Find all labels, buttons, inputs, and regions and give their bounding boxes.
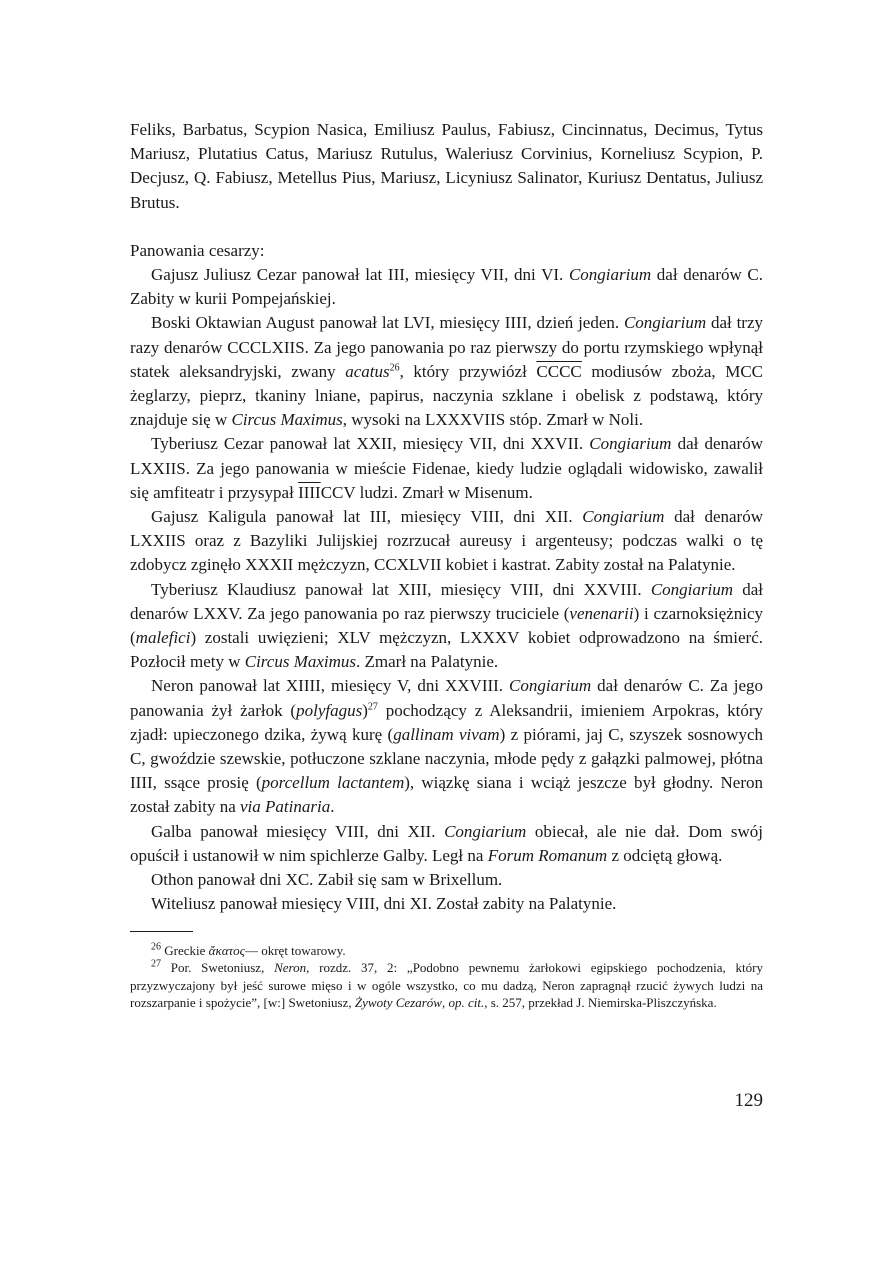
paragraph-tiberius: Tyberiusz Cezar panował lat XXII, miesięcy VII, dni XXVII. Congiarium dał denarów LXXIIS. Za jego panowania w mieście Fidenae, kiedy ludzie oglądali widowisko, zawalił się amfiteatr i przysypał IIIICCV ludzi. Zmarł w Misenum. — [130, 434, 763, 502]
intro-paragraph: Feliks, Barbatus, Scypion Nasica, Emiliusz Paulus, Fabiusz, Cincinnatus, Decimus, Tytus Mariusz, Plutatius Catus, Mariusz Rutulus, Waleriusz Corvinius, Korneliusz Scypion, P. Decjusz, Q. Fabiusz, Metellus Pius, Mariusz, Licyniusz Salinator, Kuriusz Dentatus, Juliusz Brutus. — [130, 120, 763, 212]
paragraph-otho: Othon panował dni XC. Zabił się sam w Brixellum. — [151, 870, 503, 890]
paragraph-gap — [130, 215, 763, 239]
page-number: 129 — [734, 1090, 763, 1111]
paragraph-caligula: Gajusz Kaligula panował lat III, miesięcy VIII, dni XII. Congiarium dał denarów LXXIIS oraz z Bazyliki Julijskiej rozrzucał aureusy i argenteusy; podczas walki o tę zdobycz zginęło XXXII mężczyzn, CCXLVII kobiet i kastrat. Zabity został na Palatynie. — [130, 507, 763, 575]
footnote-27: $^{27}$ Por. Swetoniusz, Neron, rozdz. 37, 2: „Podobno pewnemu żarłokowi egipskiego pochodzenia, który przyzwyczajony był jeść surowe mięso i w ogóle wszystko, co mu dadzą, Neron zapragnął rzucić żywych ludzi na rozszarpanie i spożycie”, [w:] Swetoniusz, Żywoty Cezarów, op. cit., s. 257, przekład J. Niemirska-Pliszczyńska. — [130, 958, 763, 1010]
paragraph-caesar: Gajusz Juliusz Cezar panował lat III, miesięcy VII, dni VI. Congiarium dał denarów C. Zabity w kurii Pompejańskiej. — [130, 265, 763, 309]
section-heading: Panowania cesarzy: — [130, 240, 265, 260]
footnote-ref-26[interactable]: 26 — [389, 362, 400, 374]
paragraph-nero: Neron panował lat XIIII, miesięcy V, dni XXVIII. Congiarium dał denarów C. Za jego panowania żył żarłok (polyfagus)$^{27}$ pochodzący z Aleksandrii, imieniem Arpokras, który zjadł: upieczonego dzika, żywą kurę (gallinam vivam) z piórami, jaj C, szyszek sosnowych C, gwoździe szewskie, potłuczone szklane naczynia, młode pędy z gałązki palmowej, płótna IIII, ssące prosię (porcellum lactantem), wiązkę siana i wciąż jeszcze był głodny. Neron został zabity na via Patinaria. — [130, 676, 763, 817]
footnote-26: $^{26}$ Greckie ἄκατος— okręt towarowy. — [151, 941, 346, 958]
paragraph-galba: Galba panował miesięcy VIII, dni XII. Congiarium obiecał, ale nie dał. Dom swój opuścił i ustanowił w nim spichlerze Galby. Legł na Forum Romanum z odciętą głową. — [130, 821, 763, 865]
paragraph-augustus: Boski Oktawian August panował lat LVI, miesięcy IIII, dzień jeden. Congiarium dał trzy razy denarów CCCLXIIS. Za jego panowania po raz pierwszy do portu rzymskiego wpłynął statek aleksandryjski, zwany acatus$^{26}$, który przywiózł CCCC modiusów zboża, MCC żeglarzy, pieprz, tkaniny lniane, papirus, naczynia szklane i obelisk z podstawą, który znajduje się w Circus Maximus, wysoki na LXXXVIIS stóp. Zmarł w Noli. — [130, 313, 764, 430]
page-body — [130, 118, 763, 1012]
paragraph-claudius: Tyberiusz Klaudiusz panował lat XIII, miesięcy VIII, dni XXVIII. Congiarium dał denarów LXXV. Za jego panowania po raz pierwszy truciciele (venenarii) i czarnoksiężnicy (malefici) zostali uwięzieni; XLV mężczyzn, LXXXV kobiet odprowadzono na śmierć. Pozłocił mety w Circus Maximus. Zmarł na Palatynie. — [130, 579, 763, 672]
footnote-ref-27[interactable]: 27 — [367, 701, 378, 713]
paragraph-vitellius: Witeliusz panował miesięcy VIII, dni XI. Został zabity na Palatynie. — [151, 894, 617, 914]
footnote-divider — [130, 931, 193, 932]
